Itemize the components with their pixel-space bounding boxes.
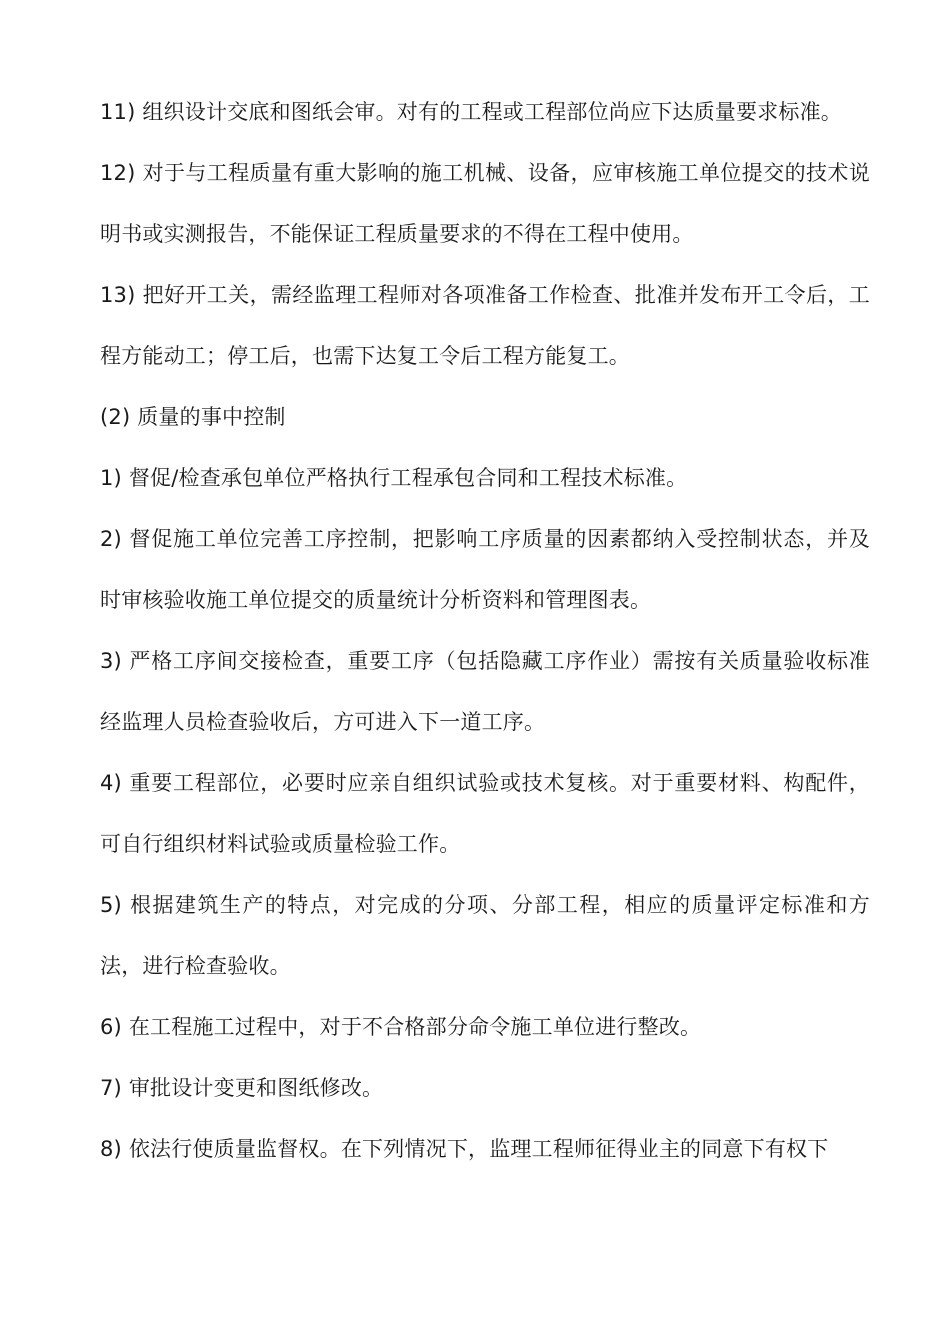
section-heading: (2) 质量的事中控制: [100, 405, 286, 429]
paragraph-item-4: 4) 重要工程部位，必要时应亲自组织试验或技术复核。对于重要材料、构配件，可自行组织材料试验或质量检验工作。: [100, 771, 870, 856]
paragraph-item-13: 13) 把好开工关，需经监理工程师对各项准备工作检查、批准并发布开工令后，工程方能动工；停工后，也需下达复工令后工程方能复工。: [100, 283, 870, 368]
paragraph-item-6: 6) 在工程施工过程中，对于不合格部分命令施工单位进行整改。: [100, 1015, 702, 1039]
paragraph-item-8: 8) 依法行使质量监督权。在下列情况下，监理工程师征得业主的同意下有权下: [100, 1137, 829, 1161]
paragraph-item-12: 12) 对于与工程质量有重大影响的施工机械、设备，应审核施工单位提交的技术说明书或实测报告，不能保证工程质量要求的不得在工程中使用。: [100, 161, 870, 246]
paragraph-item-3: 3) 严格工序间交接检查，重要工序（包括隐藏工序作业）需按有关质量验收标准经监理人员检查验收后，方可进入下一道工序。: [100, 649, 870, 734]
paragraph-item-5: 5) 根据建筑生产的特点，对完成的分项、分部工程，相应的质量评定标准和方法，进行检查验收。: [100, 893, 870, 978]
document-body: [100, 82, 870, 1180]
paragraph-item-1: 1) 督促/检查承包单位严格执行工程承包合同和工程技术标准。: [100, 466, 688, 490]
paragraph-item-11: 11) 组织设计交底和图纸会审。对有的工程或工程部位尚应下达质量要求标准。: [100, 100, 842, 124]
paragraph-item-2: 2) 督促施工单位完善工序控制，把影响工序质量的因素都纳入受控制状态，并及时审核验收施工单位提交的质量统计分析资料和管理图表。: [100, 527, 870, 612]
paragraph-item-7: 7) 审批设计变更和图纸修改。: [100, 1076, 384, 1100]
